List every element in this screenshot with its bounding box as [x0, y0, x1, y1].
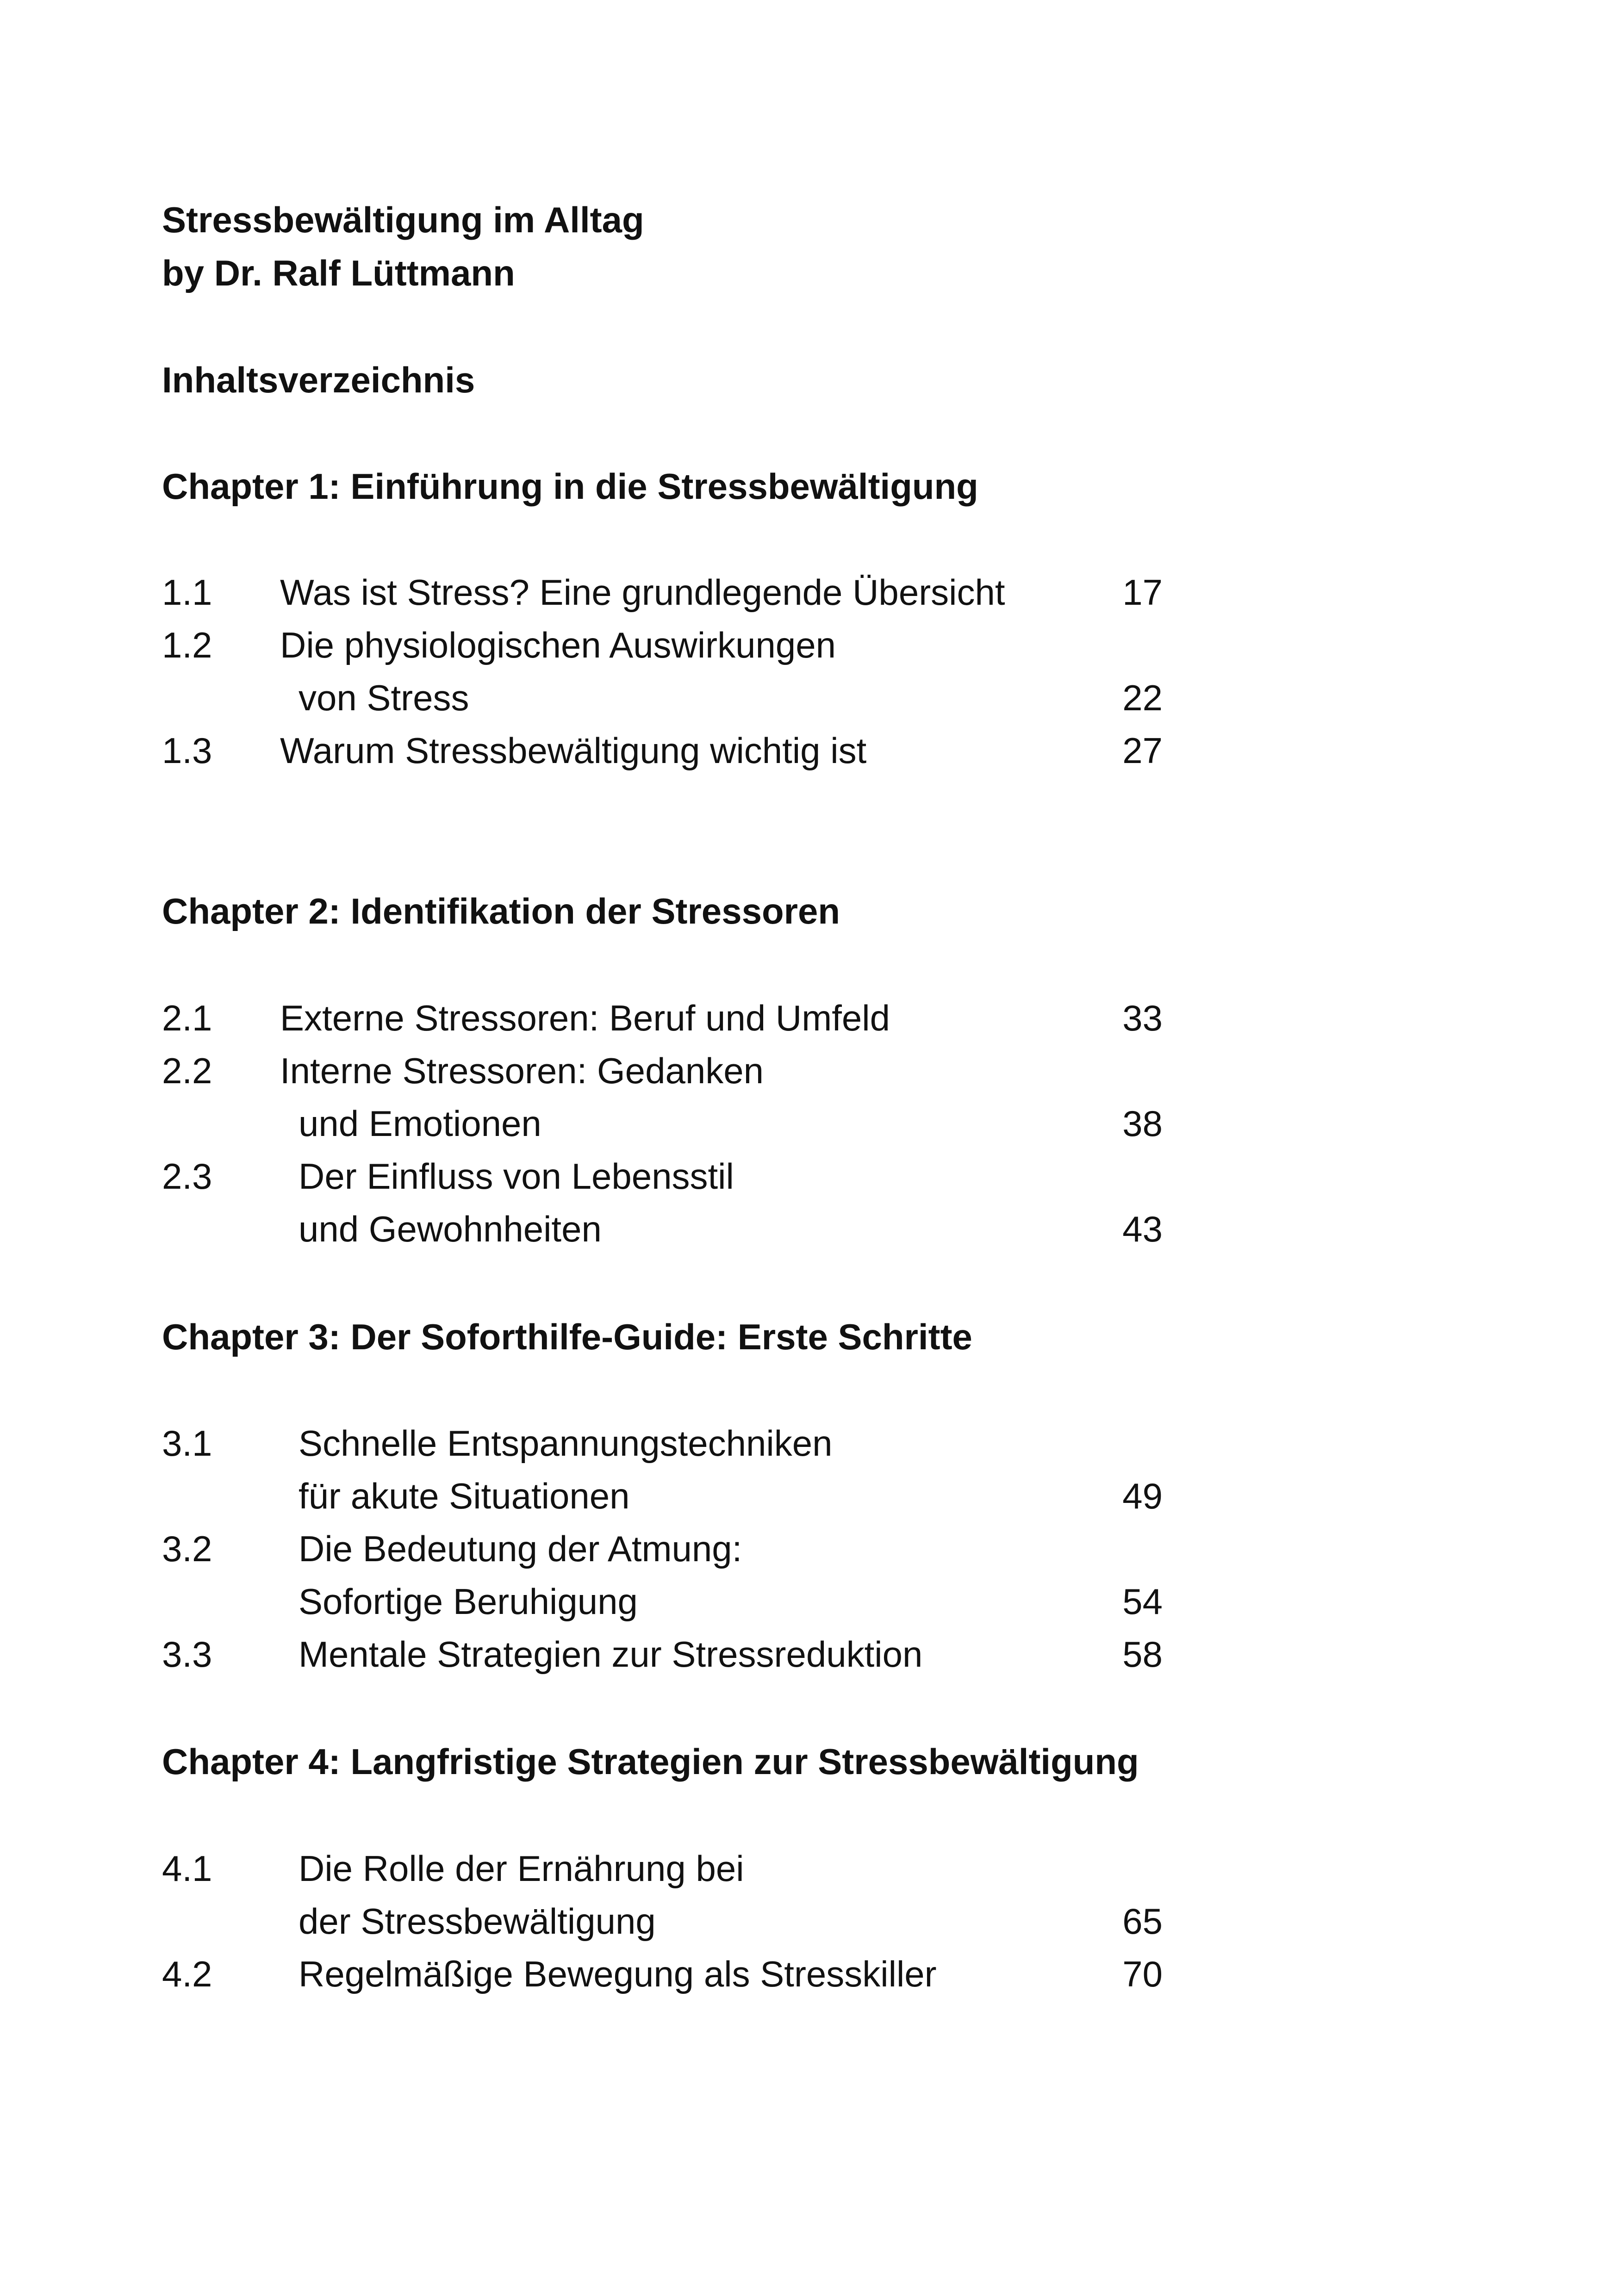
entry-3-1-number: 3.1 — [162, 1423, 212, 1464]
entry-1-3-page: 27 — [1122, 730, 1163, 771]
entry-1-3-title: Warum Stressbewältigung wichtig ist — [280, 730, 867, 771]
entry-1-2-title-line-2: von Stress — [299, 677, 469, 718]
entry-2-2-title-line-1: Interne Stressoren: Gedanken — [280, 1050, 764, 1091]
entry-4-1-page: 65 — [1122, 1901, 1163, 1942]
entry-4-2-page: 70 — [1122, 1954, 1163, 1994]
entry-2-1-number: 2.1 — [162, 998, 212, 1038]
entry-3-3-number: 3.3 — [162, 1634, 212, 1675]
entry-1-2-page: 22 — [1122, 677, 1163, 718]
entry-2-3-title-line-2: und Gewohnheiten — [299, 1209, 602, 1249]
book-author: by Dr. Ralf Lüttmann — [162, 253, 515, 293]
entry-4-2-title: Regelmäßige Bewegung als Stresskiller — [299, 1954, 937, 1994]
entry-2-2-number: 2.2 — [162, 1050, 212, 1091]
entry-3-3-page: 58 — [1122, 1634, 1163, 1675]
entry-3-2-number: 3.2 — [162, 1528, 212, 1569]
chapter-1-heading: Chapter 1: Einführung in die Stressbewältigung — [162, 466, 978, 507]
entry-3-2-page: 54 — [1122, 1581, 1163, 1622]
chapter-2-heading: Chapter 2: Identifikation der Stressoren — [162, 891, 840, 931]
entry-2-3-page: 43 — [1122, 1209, 1163, 1249]
entry-1-3-number: 1.3 — [162, 730, 212, 771]
entry-2-3-title-line-1: Der Einfluss von Lebensstil — [299, 1156, 734, 1197]
entry-3-2-title-line-1: Die Bedeutung der Atmung: — [299, 1528, 742, 1569]
entry-1-1-number: 1.1 — [162, 572, 212, 613]
entry-3-1-title-line-1: Schnelle Entspannungstechniken — [299, 1423, 833, 1464]
entry-2-2-page: 38 — [1122, 1103, 1163, 1144]
entry-1-2-title-line-1: Die physiologischen Auswirkungen — [280, 625, 836, 665]
entry-4-2-number: 4.2 — [162, 1954, 212, 1994]
entry-3-2-title-line-2: Sofortige Beruhigung — [299, 1581, 638, 1622]
entry-2-1-title: Externe Stressoren: Beruf und Umfeld — [280, 998, 890, 1038]
entry-3-3-title: Mentale Strategien zur Stressreduktion — [299, 1634, 923, 1675]
entry-4-1-title-line-1: Die Rolle der Ernährung bei — [299, 1848, 744, 1889]
entry-2-3-number: 2.3 — [162, 1156, 212, 1197]
entry-2-1-page: 33 — [1122, 998, 1163, 1038]
entry-4-1-number: 4.1 — [162, 1848, 212, 1889]
book-title: Stressbewältigung im Alltag — [162, 199, 644, 240]
entry-2-2-title-line-2: und Emotionen — [299, 1103, 541, 1144]
entry-1-2-number: 1.2 — [162, 625, 212, 665]
entry-1-1-page: 17 — [1122, 572, 1163, 613]
entry-4-1-title-line-2: der Stressbewältigung — [299, 1901, 656, 1942]
chapter-3-heading: Chapter 3: Der Soforthilfe-Guide: Erste Schritte — [162, 1316, 972, 1357]
entry-3-1-title-line-2: für akute Situationen — [299, 1476, 630, 1516]
entry-3-1-page: 49 — [1122, 1476, 1163, 1516]
toc-heading: Inhaltsverzeichnis — [162, 360, 475, 400]
chapter-4-heading: Chapter 4: Langfristige Strategien zur Stressbewältigung — [162, 1741, 1139, 1782]
entry-1-1-title: Was ist Stress? Eine grundlegende Übersicht — [280, 572, 1005, 613]
